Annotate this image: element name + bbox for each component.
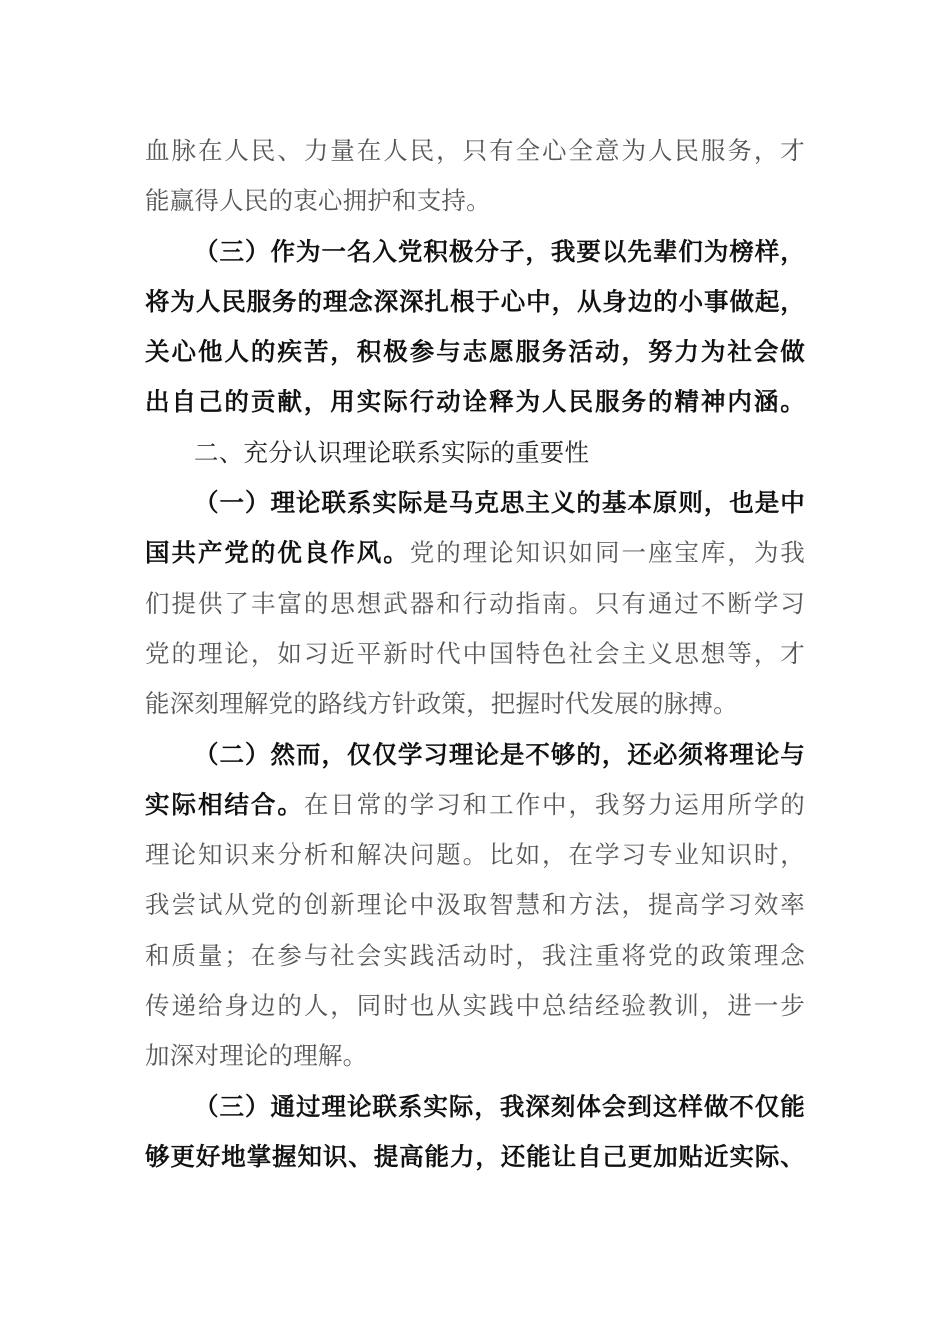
text-line <box>145 478 805 528</box>
body-text: 能深刻理解党的路线方针政策，把握时代发展的脉搏。 <box>145 689 738 719</box>
text-line <box>145 1132 805 1182</box>
bold-text: 国共产党的优良作风。 <box>145 538 410 568</box>
body-text: 传递给身边的人，同时也从实践中总结经验教训，进一步 <box>145 991 805 1021</box>
bold-text: 将为人民服务的理念深深扎根于心中，从身边的小事做起， <box>145 286 805 316</box>
body-text: 我尝试从党的创新理论中汲取智慧和方法，提高学习效率 <box>145 890 805 920</box>
body-text: 党的理论知识如同一座宝库，为我 <box>409 538 806 568</box>
bold-text: 出自己的贡献，用实际行动诠释为人民服务的精神内涵。 <box>145 387 805 417</box>
text-line <box>145 931 805 981</box>
text-line <box>145 730 805 780</box>
text-line <box>145 1082 805 1132</box>
bold-text: 实际相结合。 <box>145 789 304 819</box>
text-line <box>145 327 805 377</box>
text-line <box>145 679 805 729</box>
text-line <box>145 981 805 1031</box>
text-line <box>145 227 805 277</box>
text-line <box>145 277 805 327</box>
body-text: 党的理论，如习近平新时代中国特色社会主义思想等，才 <box>145 638 805 668</box>
bold-text: 够更好地掌握知识、提高能力，还能让自己更加贴近实际、 <box>145 1141 805 1171</box>
section-heading <box>145 428 805 478</box>
body-text: 加深对理论的理解。 <box>145 1041 368 1071</box>
text-line <box>145 377 805 427</box>
text-line <box>145 176 805 226</box>
body-text: 们提供了丰富的思想武器和行动指南。只有通过不断学习 <box>145 588 805 618</box>
text-line <box>145 830 805 880</box>
body-text: 和质量；在参与社会实践活动时，我注重将党的政策理念 <box>145 940 805 970</box>
text-line <box>145 579 805 629</box>
bold-text: （三）作为一名入党积极分子，我要以先辈们为榜样， <box>194 236 805 266</box>
bold-text: 关心他人的疾苦，积极参与志愿服务活动，努力为社会做 <box>145 337 805 367</box>
body-text: 在日常的学习和工作中，我努力运用所学的 <box>303 789 805 819</box>
body-text: 理论知识来分析和解决问题。比如，在学习专业知识时， <box>145 840 805 870</box>
text-line <box>145 1031 805 1081</box>
body-text: 血脉在人民、力量在人民，只有全心全意为人民服务，才 <box>145 136 805 165</box>
bold-text: （三）通过理论联系实际，我深刻体会到这样做不仅能 <box>194 1091 805 1121</box>
text-line <box>145 126 805 176</box>
text-line <box>145 528 805 578</box>
text-line <box>145 780 805 830</box>
body-text: 能赢得人民的衷心拥护和支持。 <box>145 186 491 216</box>
text-line <box>145 880 805 930</box>
text-line <box>145 629 805 679</box>
heading-text: 二、充分认识理论联系实际的重要性 <box>194 437 590 467</box>
document-body <box>145 126 805 1182</box>
bold-text: （二）然而，仅仅学习理论是不够的，还必须将理论与 <box>194 739 805 769</box>
bold-text: （一）理论联系实际是马克思主义的基本原则，也是中 <box>194 488 805 518</box>
